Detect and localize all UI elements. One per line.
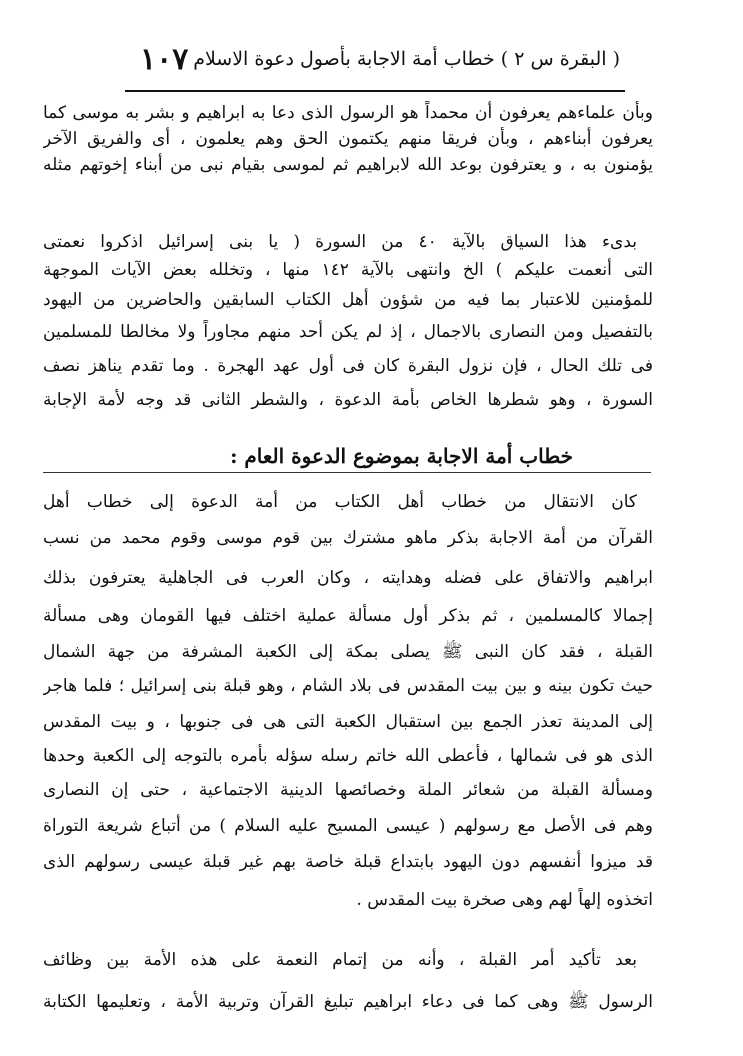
- text-line: إلى المدينة تعذر الجمع بين استقبال الكعبة التى هى فى جنوبها ، و بيت المقدس: [43, 712, 653, 732]
- page-header: [130, 38, 620, 82]
- text-line: الذى هو فى شمالها ، فأعطى الله خاتم رسله سؤله بأمره بالتوجه إلى الكعبة وحدها: [43, 746, 653, 766]
- text-line: التى أنعمت عليكم ) الخ وانتهى بالآية ١٤٢ منها ، وتخلله بعض الآيات الموجهة: [43, 260, 653, 280]
- text-line: ابراهيم والاتفاق على فضله وهدايته ، وكان العرب فى الجاهلية يعترفون بذلك: [43, 568, 653, 588]
- text-line: بعد تأكيد أمر القبلة ، وأنه من إتمام النعمة على هذه الأمة بين وظائف: [43, 950, 637, 970]
- text-line: اتخذوه إلهاً لهم وهى صخرة بيت المقدس .: [356, 890, 653, 910]
- text-line: حيث تكون بينه و بين بيت المقدس فى بلاد الشام ، وهو قبلة بنى إسرائيل ؛ فلما هاجر: [43, 676, 653, 696]
- running-head: ( البقرة س ٢ ) خطاب أمة الاجابة بأصول دعوة الاسلام: [193, 48, 620, 70]
- section-heading: خطاب أمة الاجابة بموضوع الدعوة العام :: [230, 444, 573, 468]
- text-line: القبلة ، فقد كان النبى ﷺ يصلى بمكة إلى الكعبة المشرفة من جهة الشمال: [43, 642, 653, 662]
- text-line: القرآن من أمة الاجابة بذكر ماهو مشترك بين قوم موسى وقوم محمد من نسب: [43, 528, 653, 548]
- text-line: يؤمنون به ، و يعترفون بوعد الله لابراهيم ثم لموسى بقيام نبى من أبناء إخوتهم مثله: [43, 155, 653, 175]
- text-line: بالتفصيل ومن النصارى بالاجمال ، إذ لم يكن أحد منهم مجاوراً ولا مخالطا للمسلمين: [43, 322, 653, 342]
- text-line: كان الانتقال من خطاب أهل الكتاب من أمة الدعوة إلى خطاب أهل: [43, 492, 637, 512]
- text-line: السورة ، وهو شطرها الخاص بأمة الدعوة ، والشطر الثانى قد وجه لأمة الإجابة: [43, 390, 653, 410]
- text-line: للمؤمنين للاعتبار بما فيه من شؤون أهل الكتاب السابقين والحاضرين من اليهود: [43, 290, 653, 310]
- text-line: بدىء هذا السياق بالآية ٤٠ من السورة ( يا بنى إسرائيل اذكروا نعمتى: [43, 232, 637, 252]
- header-divider: [125, 90, 625, 92]
- text-line: إجمالا كالمسلمين ، ثم بذكر أول مسألة عملية اختلف فيها القومان وهى مسألة: [43, 606, 653, 626]
- section-divider: [43, 472, 651, 473]
- text-line: فى تلك الحال ، فإن نزول البقرة كان فى أول عهد الهجرة . وما تقدم يناهز نصف: [43, 356, 653, 376]
- text-line: قد ميزوا أنفسهم دون اليهود بابتداع قبلة خاصة بهم غير قبلة عيسى رسولهم الذى: [43, 852, 653, 872]
- text-line: وبأن علماءهم يعرفون أن محمداً هو الرسول الذى دعا به ابراهيم و بشر به موسى كما: [43, 103, 653, 123]
- page-number: ١٠٧: [140, 42, 189, 77]
- text-line: الرسول ﷺ وهى كما فى دعاء ابراهيم تبليغ القرآن وتربية الأمة ، وتعليمها الكتابة: [43, 992, 653, 1012]
- text-line: وهم فى الأصل مع رسولهم ( عيسى المسيح عليه السلام ) من أتباع شريعة التوراة: [43, 816, 653, 836]
- text-line: ومسألة القبلة من شعائر الملة وخصائصها الدينية الاجتماعية ، حتى إن النصارى: [43, 780, 653, 800]
- text-line: يعرفون أبناءهم ، وبأن فريقا منهم يكتمون الحق وهم يعلمون ، أى والفريق الآخر: [43, 129, 653, 149]
